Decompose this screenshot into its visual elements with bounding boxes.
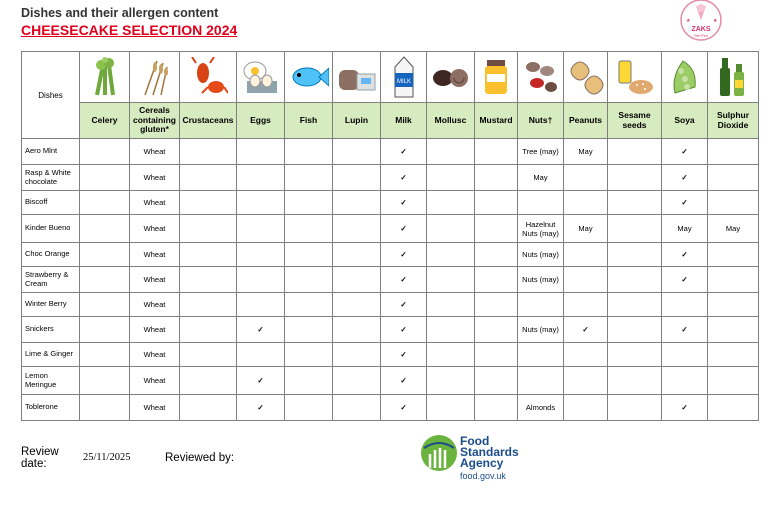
column-header-lupin: Lupin — [333, 103, 381, 139]
lupin-bread-icon — [333, 52, 381, 103]
allergen-cell — [333, 243, 381, 267]
allergen-cell — [333, 367, 381, 395]
allergen-cell — [564, 395, 608, 421]
allergen-cell — [80, 267, 130, 293]
allergen-cell — [80, 395, 130, 421]
allergen-cell — [708, 191, 759, 215]
allergen-cell — [427, 243, 475, 267]
allergen-cell — [475, 293, 518, 317]
allergen-cell: Tree (may) — [518, 139, 564, 165]
allergen-cell — [80, 367, 130, 395]
table-row — [22, 395, 759, 421]
allergen-cell: Almonds — [518, 395, 564, 421]
wheat-icon — [130, 52, 180, 103]
allergen-cell: ✓ — [662, 165, 708, 191]
allergen-cell — [180, 343, 237, 367]
dish-name: Winter Berry — [22, 293, 80, 317]
allergen-cell: ✓ — [381, 215, 427, 243]
allergen-cell: ✓ — [381, 191, 427, 215]
allergen-cell — [564, 165, 608, 191]
allergen-cell: Wheat — [130, 165, 180, 191]
allergen-cell — [564, 191, 608, 215]
soya-icon — [662, 52, 708, 103]
allergen-cell — [80, 165, 130, 191]
column-header-crustaceans: Crustaceans — [180, 103, 237, 139]
allergen-cell: May — [564, 215, 608, 243]
sulphur-dioxide-icon — [708, 52, 759, 103]
allergen-cell — [475, 367, 518, 395]
column-header-peanuts: Peanuts — [564, 103, 608, 139]
allergen-cell: Wheat — [130, 215, 180, 243]
allergen-cell — [237, 293, 285, 317]
allergen-cell — [285, 317, 333, 343]
eggs-icon — [237, 52, 285, 103]
allergen-cell — [180, 165, 237, 191]
sesame-icon — [608, 52, 662, 103]
allergen-cell — [237, 215, 285, 243]
allergen-cell: Hazelnut Nuts (may) — [518, 215, 564, 243]
allergen-cell — [333, 267, 381, 293]
allergen-cell — [475, 243, 518, 267]
allergen-cell — [285, 165, 333, 191]
allergen-cell — [427, 367, 475, 395]
column-header-celery: Celery — [80, 103, 130, 139]
table-row — [22, 317, 759, 343]
allergen-cell — [180, 395, 237, 421]
fsa-name — [460, 436, 519, 469]
allergen-cell: Wheat — [130, 191, 180, 215]
header-row — [22, 103, 759, 139]
allergen-cell: Nuts (may) — [518, 317, 564, 343]
allergen-cell — [475, 165, 518, 191]
table-row — [22, 191, 759, 215]
allergen-cell: Wheat — [130, 267, 180, 293]
allergen-cell — [518, 367, 564, 395]
fsa-line-1: Food — [460, 434, 490, 448]
allergen-cell — [180, 191, 237, 215]
dish-name: Toblerone — [22, 395, 80, 421]
fish-icon — [285, 52, 333, 103]
allergen-cell — [285, 395, 333, 421]
allergen-cell: ✓ — [381, 317, 427, 343]
column-header-milk: Milk — [381, 103, 427, 139]
allergen-cell — [285, 243, 333, 267]
allergen-cell — [608, 343, 662, 367]
document-subtitle: CHEESECAKE SELECTION 2024 — [21, 22, 238, 38]
allergen-cell: Nuts (may) — [518, 267, 564, 293]
column-header-sulphur-dioxide: Sulphur Dioxide — [708, 103, 759, 139]
allergen-cell — [564, 243, 608, 267]
peanuts-icon — [564, 52, 608, 103]
allergen-cell: ✓ — [662, 317, 708, 343]
allergen-cell — [285, 267, 333, 293]
allergen-cell — [608, 317, 662, 343]
dish-name: Kinder Bueno — [22, 215, 80, 243]
allergen-cell: ✓ — [381, 395, 427, 421]
zaks-logo-icon — [676, 0, 726, 44]
allergen-cell: ✓ — [662, 139, 708, 165]
column-header-nuts-: Nuts† — [518, 103, 564, 139]
allergen-cell — [518, 293, 564, 317]
allergen-cell — [608, 267, 662, 293]
dish-name: Choc Orange — [22, 243, 80, 267]
allergen-cell — [475, 317, 518, 343]
allergen-cell — [475, 343, 518, 367]
logo-subtext: Peri Peri — [694, 34, 708, 38]
table-row — [22, 343, 759, 367]
allergen-cell — [180, 317, 237, 343]
fsa-url: food.gov.uk — [460, 471, 506, 481]
allergen-cell — [708, 367, 759, 395]
mollusc-icon — [427, 52, 475, 103]
review-date-label: Review date: — [21, 446, 59, 470]
allergen-cell — [237, 267, 285, 293]
table-row — [22, 267, 759, 293]
allergen-cell — [285, 215, 333, 243]
allergen-cell — [427, 267, 475, 293]
allergen-cell — [564, 267, 608, 293]
allergen-cell — [285, 191, 333, 215]
allergen-cell — [427, 293, 475, 317]
allergen-cell: ✓ — [381, 343, 427, 367]
column-header-mollusc: Mollusc — [427, 103, 475, 139]
allergen-cell: ✓ — [381, 293, 427, 317]
allergen-cell — [564, 367, 608, 395]
allergen-cell — [333, 215, 381, 243]
allergen-cell — [608, 367, 662, 395]
allergen-cell: ✓ — [381, 267, 427, 293]
allergen-cell — [180, 215, 237, 243]
column-header-mustard: Mustard — [475, 103, 518, 139]
column-header-soya: Soya — [662, 103, 708, 139]
allergen-cell — [333, 343, 381, 367]
allergen-cell: Wheat — [130, 317, 180, 343]
allergen-cell — [608, 243, 662, 267]
table-row — [22, 293, 759, 317]
allergen-cell — [708, 343, 759, 367]
allergen-cell — [333, 191, 381, 215]
allergen-cell — [518, 343, 564, 367]
table-row — [22, 215, 759, 243]
milk-icon — [381, 52, 427, 103]
allergen-cell — [180, 293, 237, 317]
allergen-cell — [180, 367, 237, 395]
allergen-cell — [608, 293, 662, 317]
allergen-cell: Wheat — [130, 367, 180, 395]
allergen-cell: May — [518, 165, 564, 191]
allergen-cell — [564, 293, 608, 317]
allergen-cell — [285, 367, 333, 395]
dish-name: Strawberry & Cream — [22, 267, 80, 293]
allergen-cell — [285, 293, 333, 317]
allergen-cell: ✓ — [662, 267, 708, 293]
allergen-cell — [475, 267, 518, 293]
allergen-cell — [608, 191, 662, 215]
table-row — [22, 243, 759, 267]
allergen-cell: Wheat — [130, 395, 180, 421]
allergen-cell — [708, 317, 759, 343]
allergen-cell — [80, 293, 130, 317]
allergen-cell — [80, 317, 130, 343]
allergen-cell: ✓ — [662, 395, 708, 421]
allergen-cell — [518, 191, 564, 215]
allergen-cell — [80, 191, 130, 215]
allergen-cell — [662, 293, 708, 317]
allergen-cell: ✓ — [237, 317, 285, 343]
allergen-cell — [237, 191, 285, 215]
allergen-cell — [564, 343, 608, 367]
allergen-cell — [708, 165, 759, 191]
table-row — [22, 367, 759, 395]
dishes-header: Dishes — [22, 52, 80, 139]
fsa-line-2: Standards — [460, 445, 519, 459]
allergen-cell: May — [662, 215, 708, 243]
allergen-cell: Wheat — [130, 343, 180, 367]
allergen-cell — [475, 215, 518, 243]
allergen-cell — [333, 293, 381, 317]
allergen-cell — [708, 139, 759, 165]
allergen-cell — [662, 343, 708, 367]
allergen-cell — [608, 139, 662, 165]
allergen-cell — [333, 317, 381, 343]
allergen-cell — [608, 165, 662, 191]
allergen-cell — [237, 243, 285, 267]
allergen-cell — [427, 395, 475, 421]
allergen-cell — [475, 395, 518, 421]
dish-name: Aero Mlnt — [22, 139, 80, 165]
celery-icon — [80, 52, 130, 103]
allergen-cell: ✓ — [381, 243, 427, 267]
allergen-cell — [708, 243, 759, 267]
document-title: Dishes and their allergen content — [21, 6, 219, 20]
dish-name: Lime & Ginger — [22, 343, 80, 367]
allergen-cell — [708, 293, 759, 317]
review-date-value: 25/11/2025 — [83, 452, 131, 463]
allergen-cell: ✓ — [662, 243, 708, 267]
allergen-cell — [237, 165, 285, 191]
allergen-cell — [708, 267, 759, 293]
svg-text:★: ★ — [686, 18, 691, 24]
dish-name: Rasp & White chocolate — [22, 165, 80, 191]
allergen-cell: Wheat — [130, 139, 180, 165]
allergen-cell — [427, 139, 475, 165]
table-row — [22, 139, 759, 165]
allergen-cell — [333, 139, 381, 165]
table-row — [22, 165, 759, 191]
dish-name: Lemon Meringue — [22, 367, 80, 395]
column-header-eggs: Eggs — [237, 103, 285, 139]
allergen-cell — [608, 215, 662, 243]
allergen-cell — [285, 139, 333, 165]
logo-text: ZAKS — [691, 26, 711, 33]
allergen-table — [21, 51, 759, 421]
allergen-cell — [427, 343, 475, 367]
dish-rows — [22, 139, 759, 421]
allergen-cell — [80, 343, 130, 367]
allergen-cell: May — [564, 139, 608, 165]
allergen-cell — [80, 243, 130, 267]
allergen-cell — [237, 139, 285, 165]
allergen-cell: ✓ — [237, 367, 285, 395]
dish-name: Biscoff — [22, 191, 80, 215]
allergen-cell — [80, 139, 130, 165]
nuts-icon — [518, 52, 564, 103]
allergen-cell: May — [708, 215, 759, 243]
allergen-cell — [708, 395, 759, 421]
allergen-cell: Nuts (may) — [518, 243, 564, 267]
allergen-cell: Wheat — [130, 243, 180, 267]
allergen-cell — [427, 317, 475, 343]
column-header-cereals-containing-gluten-: Cereals containing gluten* — [130, 103, 180, 139]
allergen-cell — [237, 343, 285, 367]
allergen-cell — [608, 395, 662, 421]
allergen-cell — [285, 343, 333, 367]
allergen-cell: ✓ — [662, 191, 708, 215]
allergen-cell: ✓ — [564, 317, 608, 343]
icon-row — [22, 52, 759, 103]
svg-text:★: ★ — [713, 18, 718, 24]
allergen-cell — [80, 215, 130, 243]
fsa-logo-icon — [420, 434, 458, 472]
allergen-cell: ✓ — [381, 139, 427, 165]
fsa-line-3: Agency — [460, 456, 504, 470]
allergen-cell: ✓ — [237, 395, 285, 421]
allergen-cell — [333, 165, 381, 191]
allergen-cell — [180, 267, 237, 293]
allergen-cell — [180, 243, 237, 267]
allergen-cell — [662, 367, 708, 395]
allergen-cell: ✓ — [381, 367, 427, 395]
column-header-sesame-seeds: Sesame seeds — [608, 103, 662, 139]
allergen-cell — [427, 215, 475, 243]
allergen-cell: ✓ — [381, 165, 427, 191]
allergen-cell — [427, 165, 475, 191]
allergen-cell — [475, 191, 518, 215]
allergen-cell — [180, 139, 237, 165]
svg-text:MILK: MILK — [396, 79, 411, 85]
allergen-cell: Wheat — [130, 293, 180, 317]
column-header-fish: Fish — [285, 103, 333, 139]
mustard-icon — [475, 52, 518, 103]
crustaceans-icon — [180, 52, 237, 103]
allergen-cell — [333, 395, 381, 421]
allergen-cell — [475, 139, 518, 165]
allergen-cell — [427, 191, 475, 215]
reviewed-by-label: Reviewed by: — [165, 452, 235, 464]
dish-name: Snickers — [22, 317, 80, 343]
